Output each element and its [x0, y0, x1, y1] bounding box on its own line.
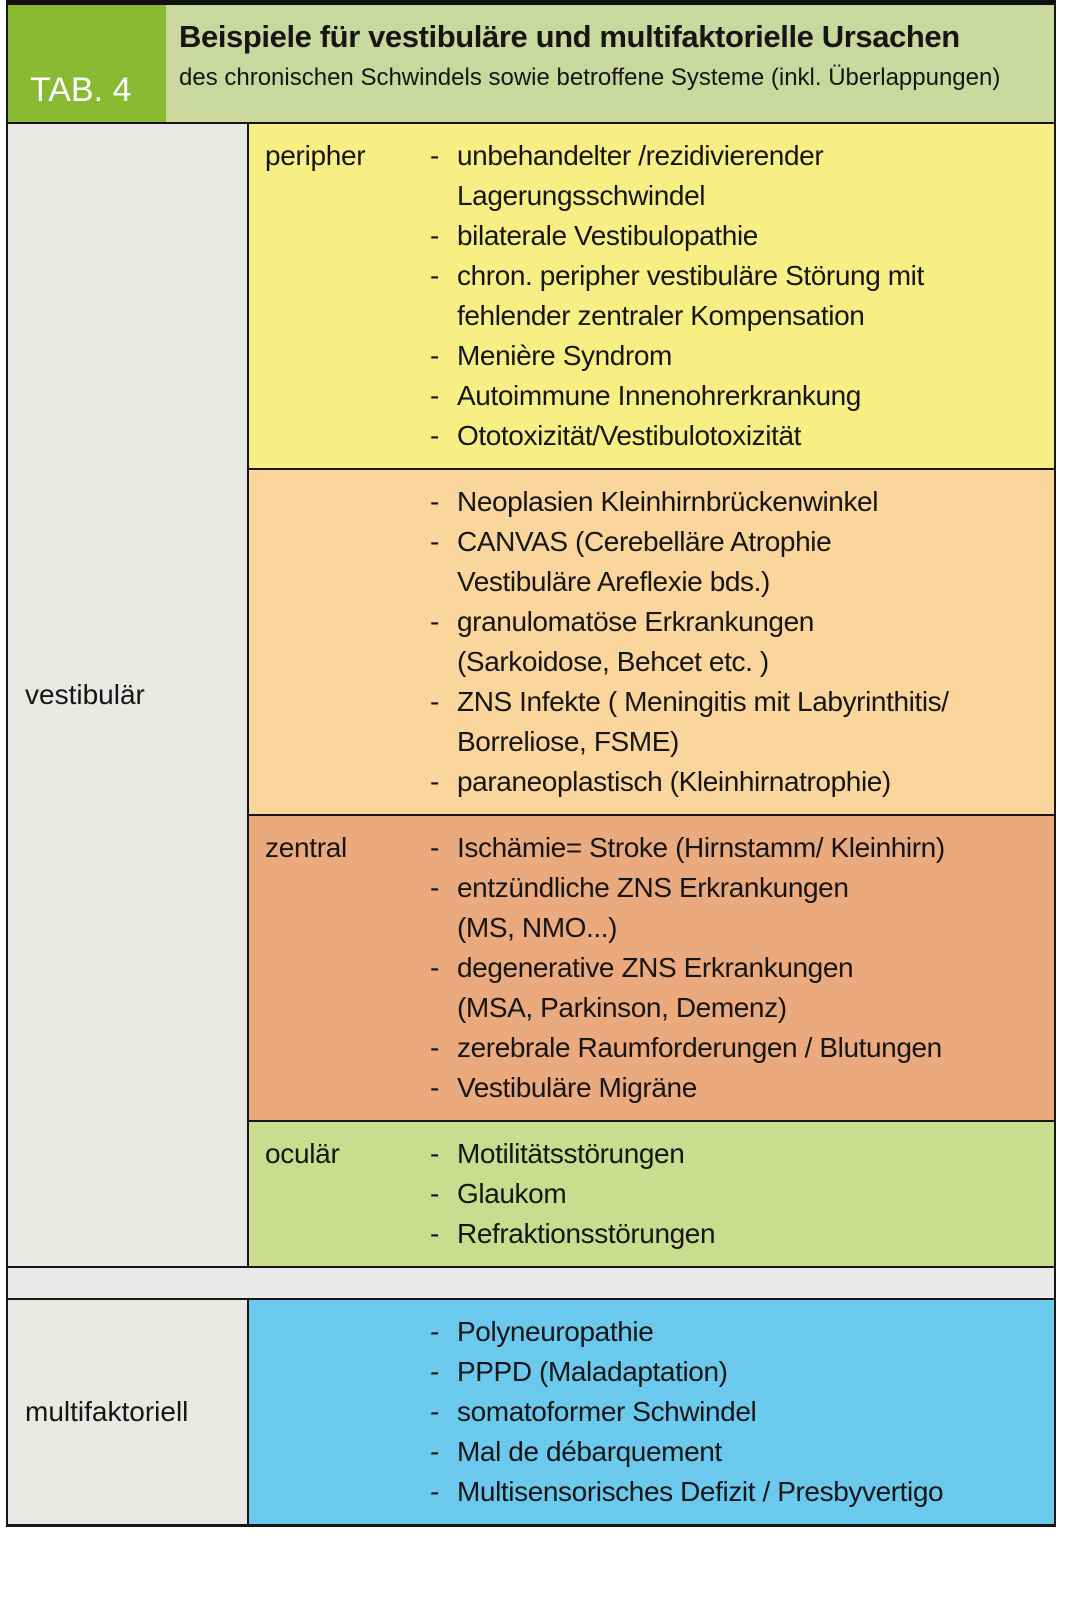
section-cell-unlabeled-1: [249, 468, 1054, 814]
item-line: fehlender zentraler Kompensation: [457, 300, 865, 331]
section-sublabel: [249, 482, 430, 802]
section-cell-oculär: [249, 1120, 1054, 1266]
item-text: [457, 1174, 566, 1214]
item-dash: -: [430, 1218, 439, 1249]
tab-number-label: TAB. 4: [30, 71, 132, 109]
item-dash: -: [430, 606, 439, 637]
item-text: [457, 1134, 684, 1174]
item-line: (MS, NMO...): [457, 912, 618, 943]
item-line: chron. peripher vestibuläre Störung mit: [457, 260, 924, 291]
tab4-table: [6, 0, 1056, 1527]
item-line: Motilitätsstörungen: [457, 1138, 685, 1169]
item-list: [430, 828, 1054, 1108]
item-text: [457, 682, 949, 762]
item-line: (MSA, Parkinson, Demenz): [457, 992, 787, 1023]
item-dash: -: [430, 766, 439, 797]
item-dash: -: [430, 420, 439, 451]
item-list: [430, 482, 1054, 802]
item-dash: -: [430, 1032, 439, 1063]
list-item: [430, 762, 1054, 802]
list-item: [430, 602, 1054, 682]
item-line: Refraktionsstörungen: [457, 1218, 716, 1249]
list-item: [430, 1312, 1054, 1352]
item-dash: -: [430, 340, 439, 371]
item-dash: -: [430, 1396, 439, 1427]
list-item: [430, 216, 1054, 256]
item-dash: -: [430, 140, 439, 171]
item-dash: -: [430, 1072, 439, 1103]
row-group-label: multifaktoriell: [8, 1300, 249, 1524]
item-line: ZNS Infekte ( Meningitis mit Labyrinthitis/: [457, 686, 949, 717]
item-text: [457, 762, 891, 802]
list-item: [430, 1174, 1054, 1214]
item-text: [457, 522, 831, 602]
item-text: [457, 482, 878, 522]
item-line: Menière Syndrom: [457, 340, 672, 371]
item-line: granulomatöse Erkrankungen: [457, 606, 814, 637]
divider-band: [8, 1266, 1054, 1300]
section-sublabel: zentral: [265, 832, 347, 863]
section-sublabel: [249, 1312, 430, 1512]
item-text: [457, 1352, 728, 1392]
list-item: [430, 1214, 1054, 1254]
item-dash: -: [430, 952, 439, 983]
item-text: [457, 336, 672, 376]
item-line: Ototoxizität/Vestibulotoxizität: [457, 420, 801, 451]
item-line: Borreliose, FSME): [457, 726, 679, 757]
item-text: [457, 1392, 756, 1432]
table-title: Beispiele für vestibuläre und multifaktorielle Ursachen: [179, 19, 960, 54]
item-line: Lagerungsschwindel: [457, 180, 706, 211]
item-text: [457, 1432, 722, 1472]
item-line: CANVAS (Cerebelläre Atrophie: [457, 526, 832, 557]
item-line: Autoimmune Innenohrerkrankung: [457, 380, 861, 411]
list-item: [430, 256, 1054, 336]
tab-number-box: [8, 5, 166, 122]
row-group: [8, 1300, 1054, 1524]
item-dash: -: [430, 1356, 439, 1387]
item-text: [457, 136, 823, 216]
item-line: Polyneuropathie: [457, 1316, 654, 1347]
item-text: [457, 602, 814, 682]
item-dash: -: [430, 1436, 439, 1467]
item-dash: -: [430, 220, 439, 251]
item-line: Ischämie= Stroke (Hirnstamm/ Kleinhirn): [457, 832, 945, 863]
row-group: [8, 124, 1054, 1266]
list-item: [430, 1432, 1054, 1472]
item-line: zerebrale Raumforderungen / Blutungen: [457, 1032, 942, 1063]
section-sublabel: oculär: [265, 1138, 340, 1169]
list-item: [430, 1472, 1054, 1512]
row-group-label: vestibulär: [8, 124, 249, 1266]
item-line: Neoplasien Kleinhirnbrückenwinkel: [457, 486, 879, 517]
list-item: [430, 416, 1054, 456]
list-item: [430, 1068, 1054, 1108]
item-text: [457, 1214, 715, 1254]
item-line: degenerative ZNS Erkrankungen: [457, 952, 854, 983]
item-dash: -: [430, 686, 439, 717]
item-dash: -: [430, 380, 439, 411]
item-text: [457, 1068, 697, 1108]
item-text: [457, 868, 849, 948]
list-item: [430, 1392, 1054, 1432]
item-text: [457, 828, 945, 868]
item-line: bilaterale Vestibulopathie: [457, 220, 758, 251]
section-cell-zentral: [249, 814, 1054, 1120]
item-dash: -: [430, 486, 439, 517]
item-line: somatoformer Schwindel: [457, 1396, 757, 1427]
item-list: [430, 136, 1054, 456]
item-line: Vestibuläre Areflexie bds.): [457, 566, 770, 597]
item-text: [457, 1472, 943, 1512]
item-line: Mal de débarquement: [457, 1436, 722, 1467]
row-group-content: [249, 124, 1054, 1266]
item-dash: -: [430, 1138, 439, 1169]
item-text: [457, 948, 853, 1028]
item-text: [457, 216, 758, 256]
table-header-main: [166, 5, 1054, 122]
table-body: [8, 124, 1054, 1524]
item-line: PPPD (Maladaptation): [457, 1356, 728, 1387]
item-line: Glaukom: [457, 1178, 567, 1209]
list-item: [430, 1134, 1054, 1174]
item-text: [457, 416, 801, 456]
list-item: [430, 522, 1054, 602]
item-line: paraneoplastisch (Kleinhirnatrophie): [457, 766, 891, 797]
item-line: entzündliche ZNS Erkrankungen: [457, 872, 849, 903]
list-item: [430, 948, 1054, 1028]
section-cell-unlabeled-0: [249, 1300, 1054, 1524]
list-item: [430, 1028, 1054, 1068]
item-dash: -: [430, 872, 439, 903]
item-dash: -: [430, 832, 439, 863]
section-sublabel: peripher: [265, 140, 366, 171]
item-text: [457, 376, 861, 416]
item-dash: -: [430, 1476, 439, 1507]
list-item: [430, 682, 1054, 762]
list-item: [430, 336, 1054, 376]
table-header: [8, 5, 1054, 124]
item-text: [457, 256, 924, 336]
item-line: unbehandelter /rezidivierender: [457, 140, 824, 171]
item-text: [457, 1028, 942, 1068]
item-line: Multisensorisches Defizit / Presbyvertigo: [457, 1476, 944, 1507]
item-dash: -: [430, 526, 439, 557]
section-cell-peripher: [249, 124, 1054, 468]
row-group-content: [249, 1300, 1054, 1524]
item-line: (Sarkoidose, Behcet etc. ): [457, 646, 769, 677]
item-list: [430, 1134, 1054, 1254]
item-dash: -: [430, 1178, 439, 1209]
item-dash: -: [430, 260, 439, 291]
item-text: [457, 1312, 653, 1352]
table-subtitle: des chronischen Schwindels sowie betroffene Systeme (inkl. Überlappungen): [179, 64, 1001, 91]
item-dash: -: [430, 1316, 439, 1347]
item-list: [430, 1312, 1054, 1512]
list-item: [430, 376, 1054, 416]
list-item: [430, 482, 1054, 522]
item-line: Vestibuläre Migräne: [457, 1072, 697, 1103]
list-item: [430, 136, 1054, 216]
list-item: [430, 828, 1054, 868]
list-item: [430, 1352, 1054, 1392]
list-item: [430, 868, 1054, 948]
